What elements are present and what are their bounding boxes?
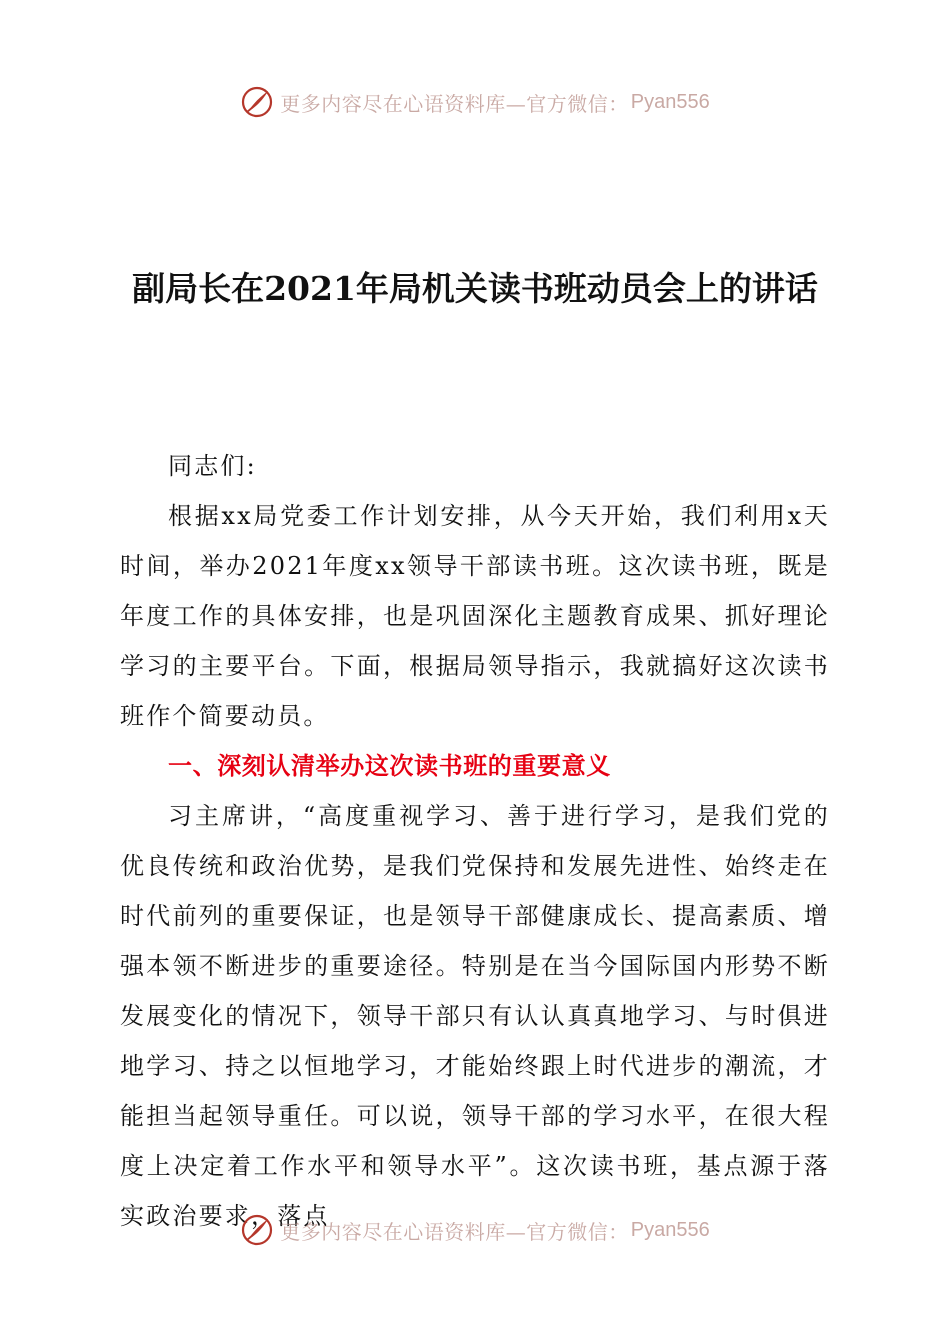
watermark-header	[0, 82, 950, 122]
paragraph-significance: 习主席讲，“高度重视学习、善于进行学习，是我们党的优良传统和政治优势，是我们党保持和发展先进性、始终走在时代前列的重要保证，也是领导干部健康成长、提高素质、增强本领不断进步的重要途径。特别是在当今国际国内形势不断发展变化的情况下，领导干部只有认认真真地学习、与时俱进地学习、持之以恒地学习，才能始终跟上时代进步的潮流，才能担当起领导重任。可以说，领导干部的学习水平，在很大程度上决定着工作水平和领导水平”。这次读书班，基点源于落实政治要求，落点	[120, 802, 830, 1230]
section-heading: 一、深刻认清举办这次读书班的重要意义	[168, 752, 611, 780]
paragraph-intro: 根据xx局党委工作计划安排，从今天开始，我们利用x天时间，举办2021年度xx领导干部读书班。这次读书班，既是年度工作的具体安排，也是巩固深化主题教育成果、抓好理论学习的主要平台。下面，根据局领导指示，我就搞好这次读书班作个简要动员。	[120, 502, 830, 730]
document-title: 副局长在2021年局机关读书班动员会上的讲话	[132, 269, 818, 308]
watermark-brand-text: 更多内容尽在心语资料库—官方微信：	[280, 1219, 629, 1244]
watermark-handle-text: Pyan556	[630, 90, 710, 113]
salutation: 同志们:	[168, 452, 257, 480]
watermark-handle-text: Pyan556	[630, 1218, 710, 1241]
quill-logo-icon	[240, 1213, 274, 1247]
watermark-brand-text: 更多内容尽在心语资料库—官方微信：	[280, 91, 629, 116]
quill-logo-icon	[240, 85, 274, 119]
document-body	[120, 441, 830, 1241]
watermark-footer	[0, 1210, 950, 1250]
